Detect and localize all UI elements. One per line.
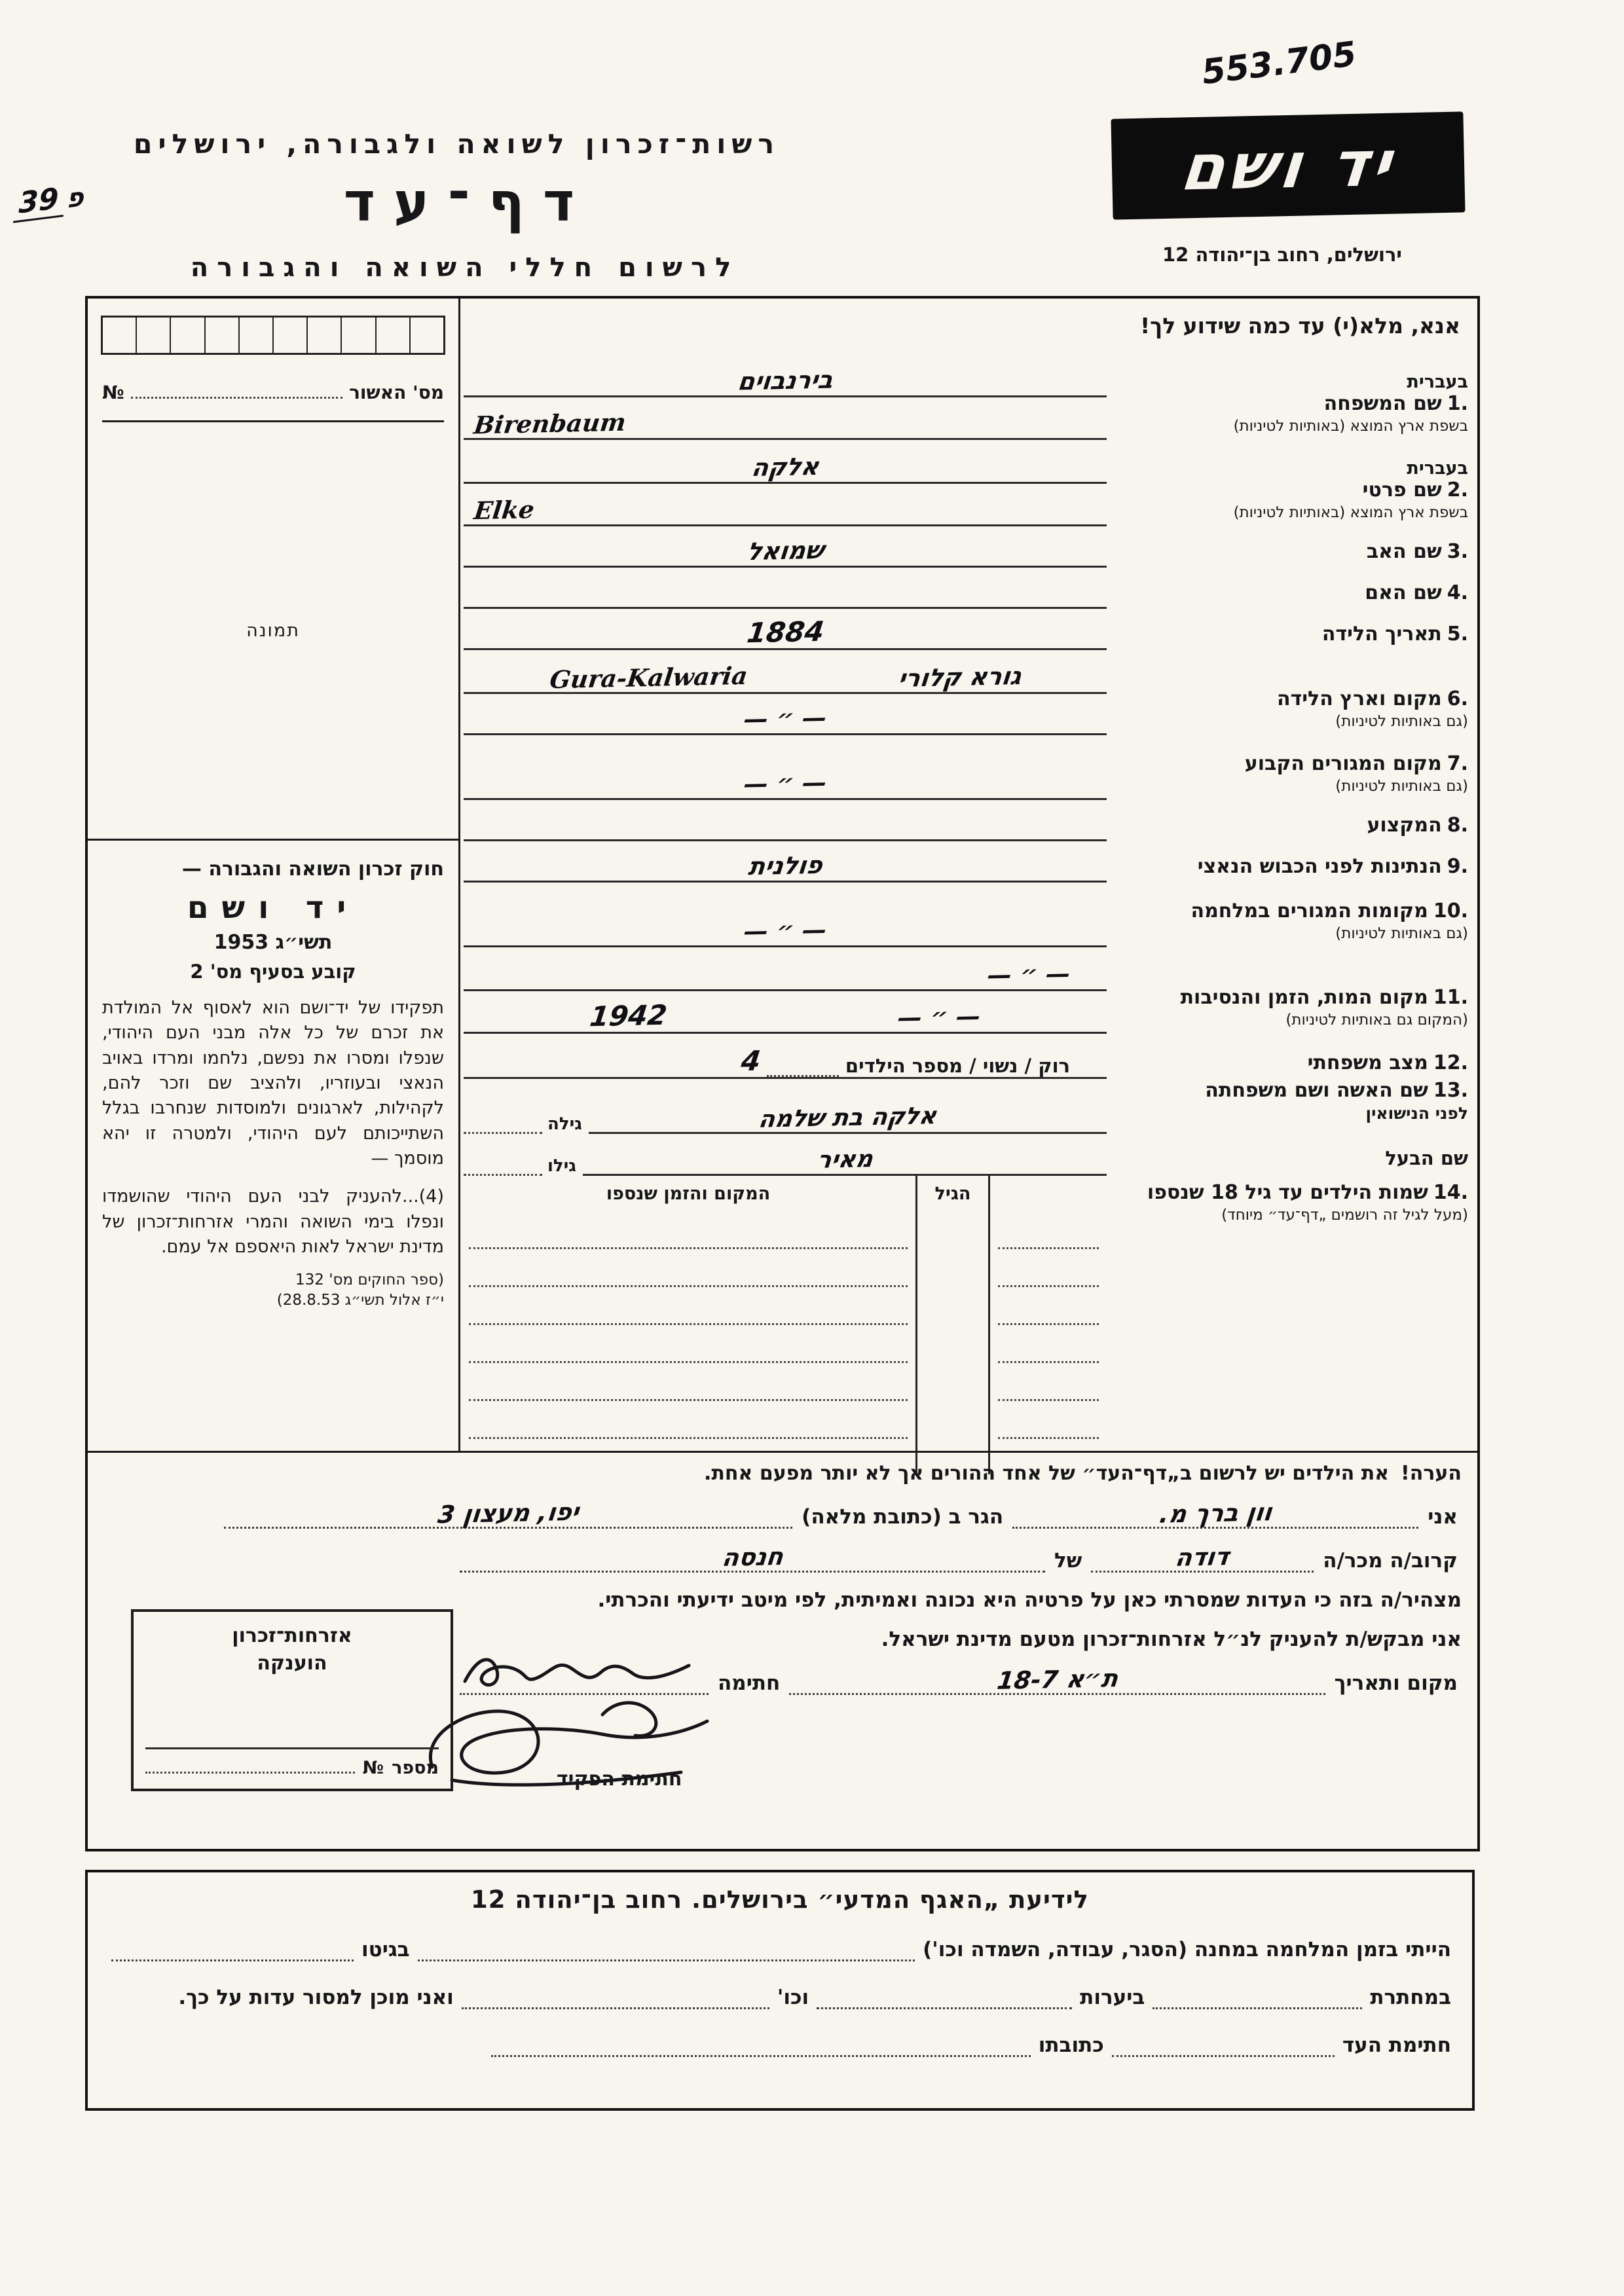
field-number: 7. (1447, 752, 1468, 776)
table-row (998, 1325, 1099, 1363)
numero-sign: № (362, 1758, 384, 1778)
grid-cell (411, 318, 443, 353)
table-row (469, 1211, 908, 1249)
field-label (1107, 752, 1477, 800)
field-number: 5. (1447, 623, 1468, 646)
write-line (464, 526, 1107, 568)
field-row-citizenship (461, 841, 1477, 883)
place-column-header: המקום והזמן שנספו (606, 1183, 771, 1204)
field-title: שם המשפחה (1323, 392, 1442, 416)
field-write-area (461, 650, 1107, 735)
field-write-area (461, 947, 1107, 1034)
write-line (464, 354, 1107, 397)
handwritten-birth-place-latin: Gura-Kalwaria (547, 661, 749, 695)
field-title: הנתינות לפני הכבוש הנאצי (1197, 855, 1442, 878)
field-write-area (461, 1092, 1107, 1176)
wife-line (464, 1092, 1107, 1134)
handwritten-family-name-latin: Birenbaum (472, 407, 628, 440)
write-line (464, 397, 1107, 440)
field-title: מצב משפחתי (1307, 1051, 1428, 1074)
grid-cell (240, 318, 274, 353)
age-dotted-line (464, 1115, 542, 1134)
serial-grid (101, 316, 445, 355)
camp-line (106, 1935, 1454, 1961)
field-label (1107, 1079, 1477, 1180)
field-sub-label: בשפת ארץ המוצא (באותיות לטיניות) (1233, 418, 1468, 435)
handwritten-children-count: 4 (739, 1044, 763, 1078)
dotted-line (111, 1935, 354, 1961)
field-number: 9. (1447, 855, 1468, 878)
write-line (464, 883, 1107, 947)
dotted-line (1112, 2030, 1335, 2057)
field-row-mother-name (461, 568, 1477, 609)
grid-cell (171, 318, 205, 353)
law-title: חוק זכרון השואה והגבורה — (181, 858, 444, 881)
law-reference (102, 1270, 444, 1311)
dotted-line (491, 2030, 1031, 2057)
table-row (998, 1363, 1099, 1401)
archival-serial-handwritten: 553.705 (1200, 34, 1359, 93)
handwritten-citizenship: פולנית (747, 850, 824, 881)
field-sub-label: (מעל לגיל זה רושמים „דף־עד״ מיוחד) (1221, 1207, 1468, 1224)
approval-label: מס' האשור (349, 382, 444, 403)
field-title: מקום המגורים הקבוע (1244, 752, 1442, 776)
field-label (1107, 581, 1477, 609)
write-line (464, 568, 1107, 609)
witness-signature-label: חתימת העד (1342, 2033, 1451, 2057)
field-number: 11. (1433, 986, 1468, 1010)
note-row (88, 1453, 1477, 1485)
handwritten-birth-place-hebrew: גורא קלורי (896, 662, 1023, 693)
field-number: 8. (1447, 814, 1468, 837)
numero-sign: № (102, 382, 124, 403)
field-label (1107, 855, 1477, 883)
children-place-column (461, 1176, 915, 1474)
witness-signature-line (486, 2030, 1454, 2057)
field-title: מקום המות, הזמן והנסיבות (1180, 986, 1428, 1010)
dotted-line (224, 1499, 792, 1529)
handwritten-declarant-address: יפו, מעצון 3 (436, 1497, 581, 1529)
field-write-area (461, 735, 1107, 800)
field-label (1107, 1176, 1477, 1474)
field-write-area (461, 883, 1107, 947)
dotted-line (789, 1666, 1325, 1695)
field-sub-label: (גם באותיות לטיניות) (1335, 713, 1468, 731)
write-line (589, 1102, 1107, 1134)
approval-dotted-line (131, 377, 342, 399)
husband-name-label: שם הבעל (1385, 1147, 1468, 1169)
field-pre-label: בעברית (1407, 372, 1468, 393)
field-number: 4. (1447, 581, 1468, 604)
write-line (464, 800, 1107, 841)
dotted-line (1012, 1499, 1418, 1529)
address-line: ירושלים, רחוב בן־יהודה 12 (1162, 244, 1402, 266)
table-row (469, 1401, 908, 1439)
field-number: 3. (1447, 540, 1468, 563)
citizenship-box-title (145, 1622, 439, 1677)
law-logo-text: יד ושם (187, 890, 360, 926)
his-age-label: גילו (547, 1156, 576, 1176)
field-label (1107, 1051, 1477, 1079)
her-age-label: גילה (547, 1114, 582, 1134)
table-row (998, 1249, 1099, 1287)
note-title: הערה! (1401, 1462, 1462, 1485)
logo-text: יד ושם (1177, 126, 1399, 205)
names-column-header (990, 1176, 1107, 1211)
witness-address-label: כתובתו (1038, 2033, 1104, 2057)
dotted-line (462, 1982, 769, 2009)
field-title: שמות הילדים עד גיל 18 שנספו (1147, 1181, 1428, 1204)
citizenship-title-line1: אזרחות־זכרון (232, 1624, 352, 1647)
write-line (464, 947, 1107, 991)
field-title-continued: לפני הנישואין (1365, 1104, 1468, 1123)
field-write-area (461, 526, 1107, 568)
field-sub-label: (המקום גם באותיות לטיניות) (1285, 1011, 1468, 1029)
field-number: 1. (1447, 392, 1468, 416)
field-row-birth-date (461, 609, 1477, 650)
relation-label: קרוב/ה מכר/ה (1323, 1549, 1458, 1573)
grid-cell (308, 318, 342, 353)
handwritten-ditto-mark: — ״ — (742, 915, 828, 946)
children-names-column (990, 1176, 1107, 1474)
husband-line (464, 1134, 1107, 1176)
table-row (469, 1325, 908, 1363)
handwritten-first-name-hebrew: אלקה (750, 452, 821, 483)
forests-label: ביערות (1080, 1986, 1145, 2009)
field-title: שם האם (1365, 581, 1442, 604)
handwritten-father-name: שמואל (745, 536, 826, 566)
handwritten-place-date: ת״א 18-7 (995, 1664, 1120, 1696)
field-row-birth-place (461, 650, 1477, 735)
grid-cell (274, 318, 308, 353)
citizenship-granted-box (131, 1609, 453, 1791)
field-label (1107, 372, 1477, 440)
place-date-label: מקום ותאריך (1334, 1671, 1458, 1695)
handwritten-husband-name: מאיר (815, 1146, 874, 1175)
citizenship-title-line2: הוענקה (257, 1652, 327, 1675)
field-title: שם האשה ושם משפחתה (1205, 1079, 1428, 1102)
law-body-paragraph: תפקידו של יד־ושם הוא לאסוף אל המולדת את זכרם של כל אלה מבני העם היהודי, שנפלו ומסרו את נפשם, נלחמו ומרדו באויב הנאצי ובעוזריו, ולהציב שם וזכר להם, לקהילות, לארגונים ולמוסדות שנחרבו בגלל השתייכותם לעם היהודי, ולמטרה זו יהא מוסמך — (102, 998, 444, 1169)
field-label (1107, 623, 1477, 650)
declaration-section (88, 1451, 1477, 1849)
field-row-first-name (461, 440, 1477, 526)
field-row-family-name (461, 354, 1477, 440)
field-label (1107, 900, 1477, 947)
scientific-dept-title: לידיעת „האגף המדעי״ בירושלים. רחוב בן־יהודה 12 (471, 1886, 1089, 1914)
field-row-profession (461, 800, 1477, 841)
field-row-place-of-death (461, 947, 1477, 1034)
table-row (998, 1287, 1099, 1325)
write-line (464, 440, 1107, 484)
law-reference-line2: י״ז אלול תשי״ג 28.8.53) (276, 1292, 444, 1309)
field-write-area (461, 440, 1107, 526)
handwritten-wife-name: אלקה בת שלמה (757, 1102, 938, 1134)
yad-vashem-logo (1111, 111, 1465, 219)
field-label (1107, 814, 1477, 841)
table-row (917, 1211, 988, 1249)
field-row-family-status (461, 1034, 1477, 1079)
table-row (917, 1401, 988, 1439)
camp-label: הייתי בזמן המלחמה במחנה (הסגר, עבודה, השמדה וכו') (923, 1938, 1451, 1961)
field-row-wartime-residence (461, 883, 1477, 947)
write-line (464, 609, 1107, 650)
field-row-permanent-residence (461, 735, 1477, 800)
children-table (461, 1176, 1107, 1474)
handwritten-death-year: 1942 (587, 998, 669, 1033)
declaration-text: מצהיר/ה בזה כי העדות שמסרתי כאן על פרטיה היא נכונה ואמיתית, לפי מיטב ידיעתי והכרתי. (597, 1588, 1462, 1612)
handwritten-family-name-hebrew: בירנבוים (736, 365, 835, 396)
field-write-area (461, 1034, 1107, 1079)
status-options-printed: רוק / נשוי / מספר הילדים (845, 1055, 1070, 1077)
field-title: תאריך הלידה (1321, 623, 1442, 646)
table-row (998, 1211, 1099, 1249)
grid-cell (103, 318, 137, 353)
handwritten-declarant-name: וון ברך מ. (1158, 1498, 1274, 1529)
law-intro: קובע בסעיף מס' 2 (190, 960, 356, 983)
underground-line (106, 1982, 1454, 2009)
handwritten-ditto-mark: — ״ — (742, 703, 828, 734)
field-sub-label: (גם באותיות לטיניות) (1335, 778, 1468, 795)
document-title: דף־עד (343, 172, 593, 234)
field-row-spouse (461, 1079, 1477, 1176)
write-line (464, 484, 1107, 526)
grid-cell (342, 318, 376, 353)
handwritten-ditto-mark: — ״ — (896, 1002, 983, 1032)
ready-to-testify-label: ואני מוכן למסור עדות על כך. (178, 1986, 454, 2009)
table-row (469, 1249, 908, 1287)
table-row (917, 1287, 988, 1325)
field-sub-label: (גם באותיות לטיניות) (1335, 925, 1468, 943)
field-number: 12. (1433, 1051, 1468, 1074)
table-row (917, 1325, 988, 1363)
request-text: אני מבקש/ת להעניק לנ״ל אזרחות־זכרון מטעם מדינת ישראל. (881, 1628, 1462, 1651)
citizenship-number-row (145, 1747, 439, 1778)
field-number: 14. (1433, 1181, 1468, 1204)
i-label: אני (1428, 1505, 1458, 1529)
margin-annotation (11, 179, 86, 222)
write-line (464, 841, 1107, 883)
law-sidebar (88, 841, 458, 1311)
scientific-dept-box (85, 1870, 1475, 2111)
margin-number: 39 (13, 183, 64, 223)
number-dotted-line (145, 1756, 355, 1774)
dotted-line (817, 1982, 1072, 2009)
field-write-area (461, 609, 1107, 650)
field-sub-label: בשפת ארץ המוצא (באותיות לטיניות) (1233, 504, 1468, 522)
field-number: 6. (1447, 687, 1468, 711)
number-label: מספר (392, 1758, 439, 1778)
margin-letter: פ (66, 181, 84, 215)
age-column-header: הגיל (934, 1183, 971, 1204)
instruction-line: אנא, מלא(י) עד כמה שידוע לך! (1140, 313, 1460, 338)
field-label (1107, 687, 1477, 735)
dotted-line (1153, 1982, 1362, 2009)
children-age-column (915, 1176, 990, 1474)
field-number: 13. (1433, 1079, 1468, 1102)
table-row (917, 1249, 988, 1287)
grid-cell (206, 318, 240, 353)
field-label (1107, 540, 1477, 568)
age-dotted-line (464, 1157, 542, 1176)
main-form-box (85, 296, 1480, 1851)
etc-label: וכו' (777, 1986, 809, 2009)
field-write-area (461, 841, 1107, 883)
table-row (998, 1401, 1099, 1439)
write-line (464, 694, 1107, 735)
declarant-line (219, 1499, 1462, 1529)
of-label: של (1054, 1549, 1082, 1573)
grid-cell (137, 318, 171, 353)
handwritten-ditto-mark: — ״ — (742, 768, 828, 799)
relation-line (454, 1543, 1462, 1573)
field-row-father-name (461, 526, 1477, 568)
write-line (464, 991, 1107, 1034)
dotted-line (418, 1935, 915, 1961)
ghetto-label: בגיטו (361, 1938, 410, 1961)
left-column (88, 299, 460, 1451)
approval-number-row (102, 377, 444, 422)
dotted-line (460, 1543, 1045, 1573)
photo-area (88, 422, 458, 841)
fields-column (461, 354, 1477, 1474)
clerk-signature-label: חתימת הפקיד (557, 1768, 682, 1791)
field-write-area (461, 800, 1107, 841)
field-row-children (461, 1176, 1477, 1474)
field-number: 2. (1447, 479, 1468, 502)
table-row (469, 1363, 908, 1401)
field-title: שם פרטי (1362, 479, 1442, 502)
table-row (469, 1287, 908, 1325)
handwritten-victim-reference: חנסה (720, 1542, 785, 1573)
document-subtitle: לרשום חללי השואה והגבורה (190, 253, 740, 283)
handwritten-birth-year: 1884 (745, 615, 826, 649)
field-title: המקצוע (1367, 814, 1442, 837)
write-line (583, 1148, 1107, 1176)
field-label (1107, 986, 1477, 1034)
handwritten-relation: דודה (1173, 1542, 1231, 1573)
signature-label: חתימה (718, 1671, 781, 1695)
grid-cell (377, 318, 411, 353)
handwritten-ditto-mark: — ״ — (986, 959, 1072, 990)
authority-header: רשות־זכרון לשואה ולגבורה, ירושלים (133, 128, 781, 160)
field-title: מקומות המגורים במלחמה (1190, 900, 1428, 923)
field-pre-label: בעברית (1407, 458, 1468, 479)
note-text: את הילדים יש לרשום ב„דף־העד״ של אחד ההורים אך לא יותר מפעם אחת. (704, 1462, 1390, 1485)
dotted-segment (767, 1059, 839, 1077)
field-title: שם האב (1366, 540, 1442, 563)
law-clause-paragraph: (4)...להעניק לבני העם היהודי שהושמדו ונפלו בימי השואה והמרי אזרחות־זכרון של מדינת ישראל לאות היאספם אל עמם. (102, 1186, 444, 1257)
write-line (464, 1034, 1107, 1079)
field-write-area (461, 354, 1107, 440)
dotted-line (1091, 1543, 1314, 1573)
law-reference-line1: (ספר החוקים מס' 132 (295, 1271, 444, 1289)
write-line (464, 650, 1107, 694)
law-year: תשי״ג 1953 (213, 931, 333, 954)
field-label (1107, 458, 1477, 526)
photo-label: תמונה (246, 620, 300, 641)
field-number: 10. (1433, 900, 1468, 923)
handwritten-first-name-latin: Elke (472, 495, 536, 526)
field-title: מקום וארץ הלידה (1276, 687, 1442, 711)
underground-label: במחתרת (1370, 1986, 1451, 2009)
write-line (464, 735, 1107, 800)
field-write-area (461, 568, 1107, 609)
table-row (917, 1363, 988, 1401)
residing-label: הגר ב (כתובת מלאה) (802, 1505, 1004, 1529)
